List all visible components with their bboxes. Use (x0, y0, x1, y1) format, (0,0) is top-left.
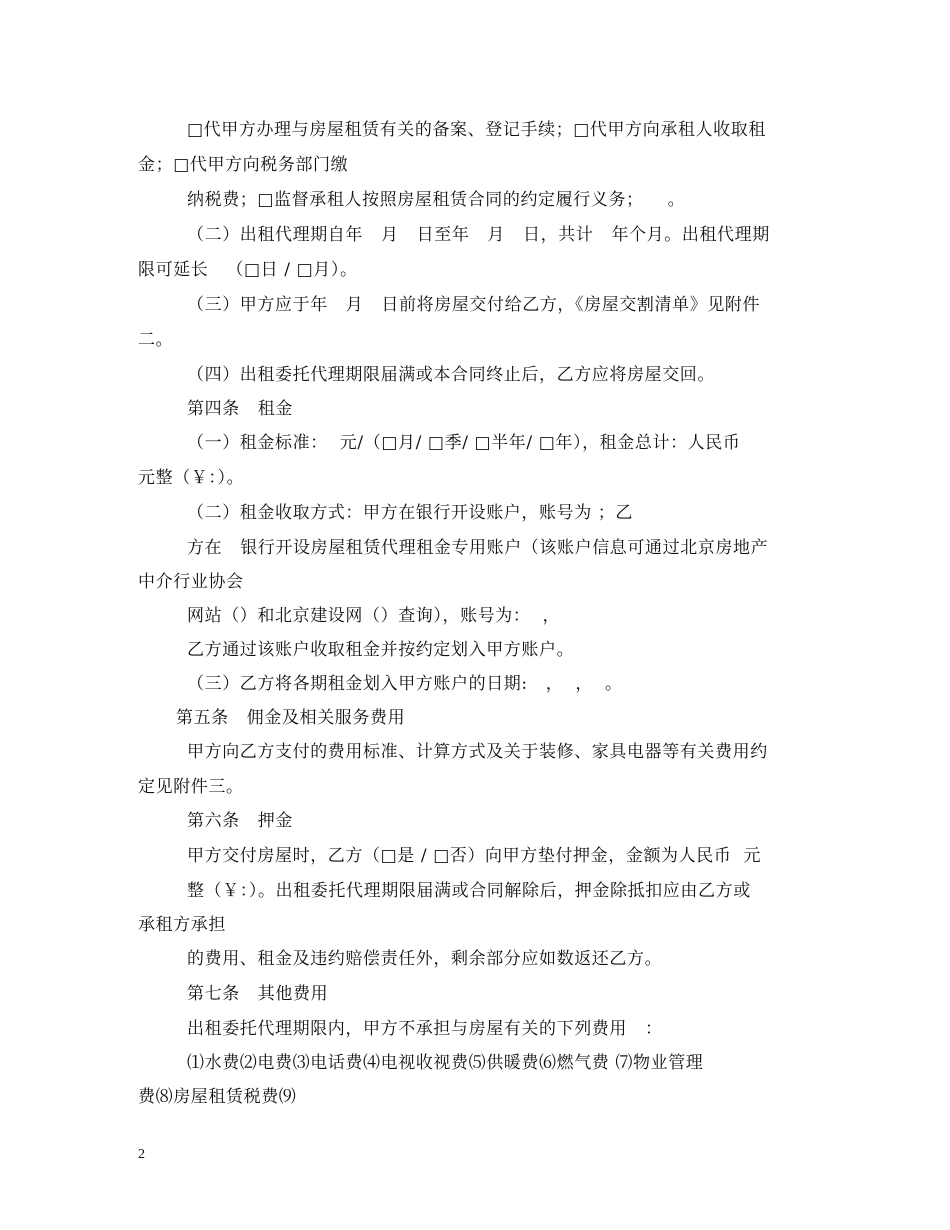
text-line: 中介行业协会 (138, 572, 244, 592)
page-number: 2 (138, 1147, 145, 1162)
text-line: 限可延长 （□日 / □月）。 (138, 260, 358, 280)
text-line: （一）租金标准： 元/（□月/ □季/ □半年/ □年），租金总计：人民币 (187, 433, 741, 453)
text-line: （三）乙方将各期租金划入甲方账户的日期: ， ， 。 (187, 674, 623, 694)
text-line: 二。 (138, 330, 174, 350)
text-line: □代甲方办理与房屋租赁有关的备案、登记手续；□代甲方向承租人收取租 (187, 120, 766, 140)
article-heading: 第六条 押金 (187, 811, 294, 831)
text-line: 承租方承担 (138, 915, 226, 935)
text-line: （四）出租委托代理期限届满或本合同终止后，乙方应将房屋交回。 (187, 365, 715, 385)
article-heading: 第四条 租金 (187, 399, 294, 419)
text-line: 网站（）和北京建设网（）查询），账号为： ， (187, 606, 561, 626)
text-line: ⑴水费⑵电费⑶电话费⑷电视收视费⑸供暖费⑹燃气费 ⑺物业管理 (187, 1053, 704, 1073)
text-line: 元整（￥：）。 (138, 468, 245, 488)
text-line: （二）出租代理期自年 月 日至年 月 日，共计 年个月。出租代理期 (187, 225, 770, 245)
text-line: 甲方交付房屋时，乙方（□是 / □否）向甲方垫付押金，金额为人民币 元 (187, 846, 762, 866)
text-line: 乙方通过该账户收取租金并按约定划入甲方账户。 (187, 640, 575, 660)
text-line: 整（￥：）。出租委托代理期限届满或合同解除后，押金除抵扣应由乙方或 (187, 881, 751, 901)
text-line: 纳税费；□监督承租人按照房屋租赁合同的约定履行义务； 。 (187, 190, 686, 210)
text-line: （三）甲方应于年 月 日前将房屋交付给乙方，《房屋交割清单》见附件 (187, 295, 761, 315)
text-line: 的费用、租金及违约赔偿责任外，剩余部分应如数返还乙方。 (187, 949, 663, 969)
text-line: 出租委托代理期限内，甲方不承担与房屋有关的下列费用 ： (187, 1019, 663, 1039)
text-line: （二）租金收取方式：甲方在银行开设账户，账号为 ；乙 (187, 503, 634, 523)
text-line: 金；□代甲方向税务部门缴 (138, 155, 349, 175)
article-heading: 第七条 其他费用 (187, 984, 329, 1004)
text-line: 方在 银行开设房屋租赁代理租金专用账户（该账户信息可通过北京房地产 (187, 538, 769, 558)
article-heading: 第五条 佣金及相关服务费用 (176, 708, 406, 728)
text-line: 定见附件三。 (138, 777, 244, 797)
text-line: 甲方向乙方支付的费用标准、计算方式及关于装修、家具电器等有关费用约 (187, 742, 768, 762)
text-line: 费⑻房屋租赁税费⑼ (138, 1087, 297, 1107)
